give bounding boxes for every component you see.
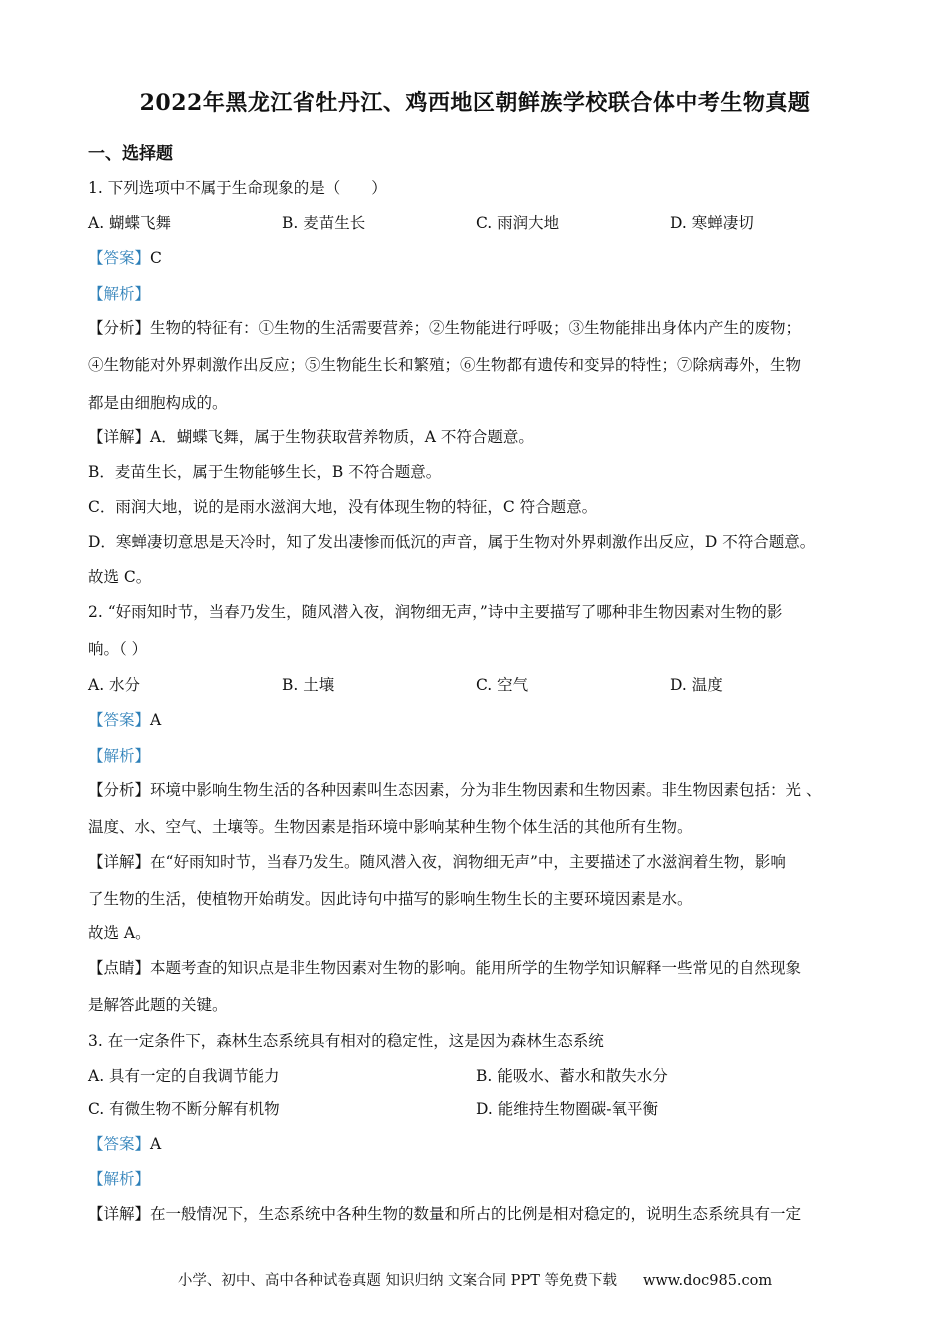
- q2-detail-line-2: 了生物的生活，使植物开始萌发。因此诗句中描写的影响生物生长的主要环境因素是水。: [88, 890, 693, 908]
- q1-option-d: D. 寒蝉凄切: [670, 214, 754, 232]
- q1-analysis-tag: [88, 284, 878, 304]
- analysis-tag: 【解析】: [88, 285, 151, 303]
- answer-value: A: [150, 711, 162, 729]
- detail-label: 【详解】: [88, 428, 151, 446]
- comment-label: 【点睛】: [88, 959, 151, 977]
- q1-detail-line-4: D．寒蝉凄切意思是天冷时，知了发出凄惨而低沉的声音，属于生物对外界刺激作出反应，D 不符合题意。: [88, 533, 816, 551]
- analysis-label: 【分析】: [88, 319, 151, 337]
- q3-option-d: D. 能维持生物圈碳-氧平衡: [476, 1100, 658, 1118]
- q1-option-c: C. 雨润大地: [476, 214, 560, 232]
- question-3-stem: 3. 在一定条件下，森林生态系统具有相对的稳定性，这是因为森林生态系统: [88, 1032, 604, 1050]
- detail-text: A．蝴蝶飞舞，属于生物获取营养物质，A 不符合题意。: [150, 428, 534, 446]
- analysis-text: 生物的特征有：①生物的生活需要营养；②生物能进行呼吸；③生物能排出身体内产生的废物；: [150, 319, 802, 337]
- q2-comment-line-2: 是解答此题的关键。: [88, 996, 228, 1014]
- analysis-tag: 【解析】: [88, 747, 151, 765]
- q2-analysis-tag: [88, 746, 878, 766]
- q3-option-c: C. 有微生物不断分解有机物: [88, 1100, 280, 1118]
- q1-detail-line-1: [88, 427, 878, 447]
- q3-answer: [88, 1134, 878, 1154]
- analysis-tag: 【解析】: [88, 1170, 151, 1188]
- q2-option-d: D. 温度: [670, 676, 723, 694]
- q3-option-b: B. 能吸水、蓄水和散失水分: [476, 1067, 668, 1085]
- q2-option-c: C. 空气: [476, 676, 529, 694]
- answer-value: A: [150, 1135, 162, 1153]
- detail-text: 在一般情况下，生态系统中各种生物的数量和所占的比例是相对稳定的，说明生态系统具有一定: [150, 1205, 802, 1223]
- q3-analysis-tag: [88, 1169, 878, 1189]
- q2-comment-line-1: [88, 958, 878, 978]
- section-heading: 一、选择题: [88, 144, 173, 164]
- q1-answer: [88, 248, 878, 268]
- answer-tag: 【答案】: [88, 711, 151, 729]
- q1-option-a: A. 蝴蝶飞舞: [88, 214, 172, 232]
- detail-label: 【详解】: [88, 853, 151, 871]
- q2-analysis-line-1: [88, 780, 878, 800]
- q1-analysis-line-3: 都是由细胞构成的。: [88, 394, 228, 412]
- answer-value: C: [150, 249, 162, 267]
- q1-conclusion: 故选 C。: [88, 568, 152, 586]
- footer-url[interactable]: www.doc985.com: [642, 1273, 773, 1289]
- detail-text: 在“好雨知时节，当春乃发生。随风潜入夜，润物细无声”中，主要描述了水滋润着生物，影响: [150, 853, 786, 871]
- q2-detail-line-1: [88, 852, 878, 872]
- detail-label: 【详解】: [88, 1205, 151, 1223]
- answer-tag: 【答案】: [88, 249, 151, 267]
- comment-text: 本题考查的知识点是非生物因素对生物的影响。能用所学的生物学知识解释一些常见的自然现象: [150, 959, 802, 977]
- question-2-stem-line-2: 响。（ ）: [88, 640, 148, 658]
- q2-option-a: A. 水分: [88, 676, 141, 694]
- question-2-stem-line-1: 2. “好雨知时节，当春乃发生，随风潜入夜，润物细无声，”诗中主要描写了哪种非生物因素对生物的影: [88, 603, 783, 621]
- document-title: 2022年黑龙江省牡丹江、鸡西地区朝鲜族学校联合体中考生物真题: [139, 90, 811, 116]
- page-footer: [0, 1269, 950, 1290]
- q2-conclusion: 故选 A。: [88, 924, 151, 942]
- q1-analysis-line-2: ④生物能对外界刺激作出反应；⑤生物能生长和繁殖；⑥生物都有遗传和变异的特性；⑦除病毒外，生物: [88, 356, 802, 374]
- q3-option-a: A. 具有一定的自我调节能力: [88, 1067, 280, 1085]
- analysis-text: 环境中影响生物生活的各种因素叫生态因素，分为非生物因素和生物因素。非生物因素包括：光 、: [150, 781, 822, 799]
- question-1-stem: 1. 下列选项中不属于生命现象的是（ ）: [88, 179, 387, 197]
- q2-analysis-line-2: 温度、水、空气、土壤等。生物因素是指环境中影响某种生物个体生活的其他所有生物。: [88, 818, 693, 836]
- q3-detail-line-1: [88, 1204, 878, 1224]
- q1-detail-line-2: B．麦苗生长，属于生物能够生长，B 不符合题意。: [88, 463, 442, 481]
- footer-text: 小学、初中、高中各种试卷真题 知识归纳 文案合同 PPT 等免费下载: [177, 1273, 617, 1289]
- q1-analysis-line-1: [88, 318, 878, 338]
- analysis-label: 【分析】: [88, 781, 151, 799]
- q2-answer: [88, 710, 878, 730]
- q1-detail-line-3: C．雨润大地，说的是雨水滋润大地，没有体现生物的特征，C 符合题意。: [88, 498, 598, 516]
- q2-option-b: B. 土壤: [282, 676, 335, 694]
- q1-option-b: B. 麦苗生长: [282, 214, 366, 232]
- answer-tag: 【答案】: [88, 1135, 151, 1153]
